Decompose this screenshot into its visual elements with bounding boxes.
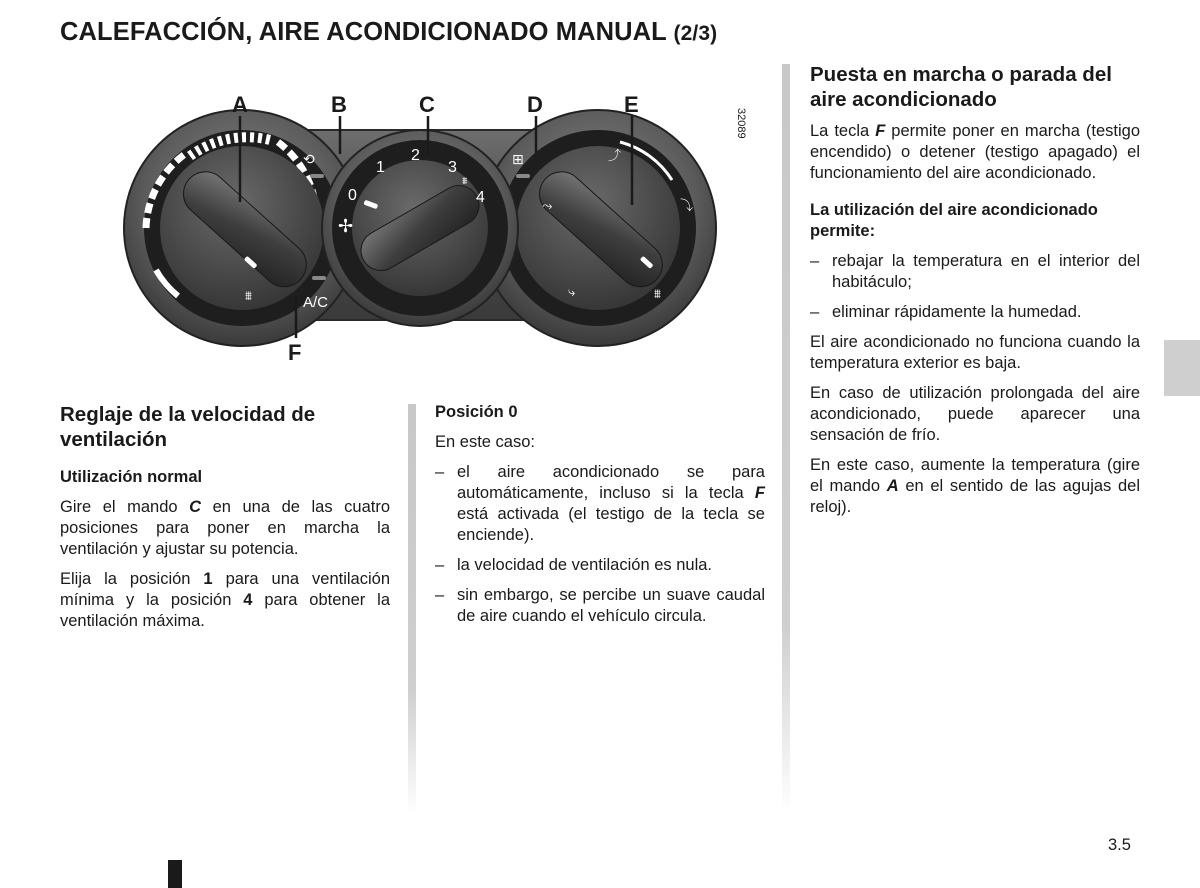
paragraph-ac-increase-temp: En este caso, aumente la temperatura (gire el mando A en el sentido de las agujas del reloj). — [810, 456, 1141, 516]
windshield-icon-small: ⩩ — [462, 176, 468, 187]
fan-speed-3: 3 — [448, 159, 457, 176]
callout-c: C — [419, 92, 435, 117]
recirculation-icon: ⟲ — [303, 152, 315, 168]
defrost-icon-right: ⩩ — [654, 287, 661, 302]
windshield-vent-icon: ⤵ — [680, 199, 694, 214]
page-title-part: (2/3) — [673, 22, 718, 45]
face-vent-icon: ⤳ — [542, 199, 553, 214]
column-divider-left — [408, 404, 416, 814]
control-panel-illustration — [60, 60, 760, 380]
section-position-0 — [435, 402, 765, 627]
paragraph-normal-use: Gire el mando C en una de las cuatro posiciones para poner en marcha la ventilación y ajustar su potencia. — [60, 498, 390, 558]
list-item: – rebajar la temperatura en el interior del habitáculo; — [810, 252, 1140, 291]
fan-icon: ✢ — [338, 216, 354, 237]
subheading-ac-usage: La utilización del aire acondicionado permite: — [810, 201, 1098, 240]
fan-speed-4: 4 — [476, 189, 485, 206]
callout-e: E — [624, 92, 639, 117]
section-heading-ac: Puesta en marcha o parada del aire acondicionado — [810, 63, 1112, 111]
paragraph-ac-low-temp: El aire acondicionado no funciona cuando la temperatura exterior es baja. — [810, 333, 1140, 372]
fan-speed-dial-c — [322, 130, 518, 326]
list-item: – eliminar rápidamente la humedad. — [810, 303, 1082, 321]
ac-button-label: A/C — [303, 294, 329, 311]
fan-speed-2: 2 — [411, 147, 420, 164]
defrost-icon-left: ⩩ — [245, 289, 252, 304]
list-item: – el aire acondicionado se para automáticamente, incluso si la tecla F está activada (el testigo de la tecla se enciende). — [435, 463, 765, 544]
intro-text: En este caso: — [435, 433, 535, 451]
subheading-normal-use: Utilización normal — [60, 468, 203, 486]
callout-a: A — [232, 92, 248, 117]
page-title — [60, 18, 717, 47]
section-ventilation-speed — [60, 402, 390, 632]
page-corner-mark — [168, 860, 182, 888]
chapter-tab — [1164, 340, 1200, 396]
floor-vent-icon: ⤷ — [568, 285, 576, 300]
callout-f: F — [288, 340, 302, 365]
subheading-position-0: Posición 0 — [435, 403, 518, 421]
section-ac-on-off — [810, 62, 1140, 518]
paragraph-positions: Elija la posición 1 para una ventilación mínima y la posición 4 para obtener la ventilación máxima. — [60, 570, 390, 630]
fan-speed-1: 1 — [376, 159, 385, 176]
paragraph-ac-prolonged: En caso de utilización prolongada del aire acondicionado, puede aparecer una sensación de frío. — [810, 384, 1140, 444]
page-number: 3.5 — [1108, 836, 1131, 854]
callout-b: B — [331, 92, 347, 117]
list-item: – sin embargo, se percibe un suave caudal de aire cuando el vehículo circula. — [435, 586, 765, 625]
section-heading: Reglaje de la velocidad de ventilación — [60, 403, 316, 451]
figure-reference-code: 32089 — [735, 108, 747, 139]
list-item: – la velocidad de ventilación es nula. — [435, 556, 713, 574]
page-title-text: CALEFACCIÓN, AIRE ACONDICIONADO MANUAL — [60, 18, 667, 46]
paragraph-ac-key: La tecla F permite poner en marcha (testigo encendido) o detener (testigo apagado) el funcionamiento del aire acondicionado. — [810, 122, 1141, 182]
column-divider-right — [782, 64, 790, 814]
feet-vent-icon: ⤴ — [608, 149, 622, 164]
rear-defrost-icon: ⊞ — [512, 152, 524, 168]
fan-speed-0: 0 — [348, 187, 357, 204]
callout-d: D — [527, 92, 543, 117]
